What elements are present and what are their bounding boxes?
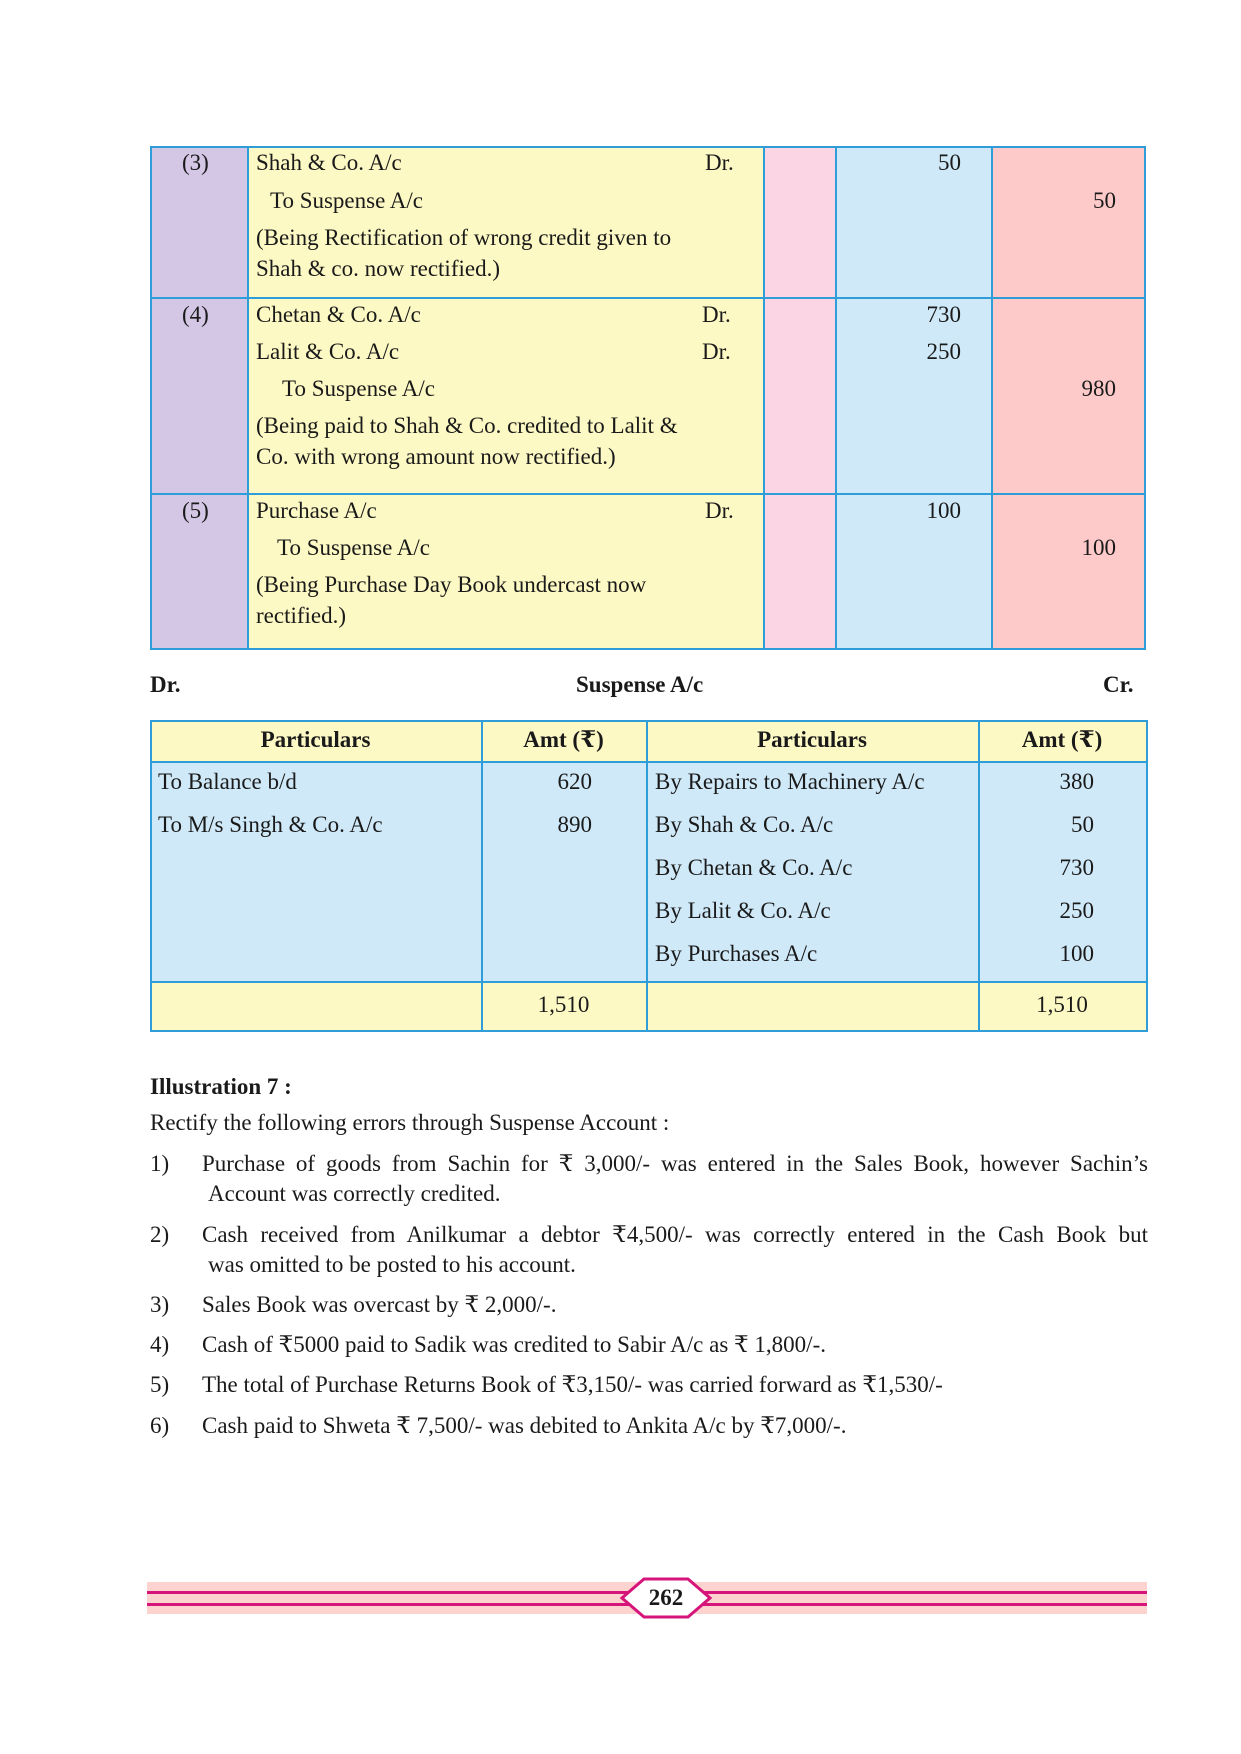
credit-amount: 100	[1081, 535, 1116, 560]
dr-mark: Dr.	[705, 498, 734, 523]
journal-line: Purchase A/c	[256, 498, 377, 523]
dr-mark: Dr.	[702, 302, 731, 327]
sr-no-column	[150, 146, 248, 650]
item-text: Cash received from Anilkumar a debtor ₹4,500/- was correctly entered in the Cash Book but	[202, 1222, 1148, 1247]
journal-line: Chetan & Co. A/c	[256, 302, 421, 327]
item-continuation: Account was correctly credited.	[208, 1181, 501, 1206]
debit-particulars: To Balance b/d	[158, 769, 297, 794]
credit-amount: 100	[1059, 941, 1094, 966]
item-continuation: was omitted to be posted to his account.	[208, 1252, 576, 1277]
debit-amount: 890	[557, 812, 592, 837]
ledger-dr-label: Dr.	[150, 672, 181, 697]
page-number: 262	[648, 1585, 684, 1610]
narration: rectified.)	[256, 603, 347, 628]
item-number: 1)	[150, 1151, 170, 1176]
item-number: 5)	[150, 1372, 170, 1397]
credit-particulars: By Chetan & Co. A/c	[655, 855, 853, 880]
item-number: 3)	[150, 1292, 170, 1317]
narration: (Being Purchase Day Book undercast now	[256, 572, 647, 597]
credit-particulars: By Purchases A/c	[655, 941, 818, 966]
credit-amount: 250	[1059, 898, 1094, 923]
credit-amount: 980	[1081, 376, 1116, 401]
credit-total: 1,510	[1036, 992, 1088, 1017]
suspense-ledger-table	[150, 720, 1148, 1032]
header-particulars-dr: Particulars	[260, 727, 371, 752]
credit-column	[992, 146, 1146, 650]
ledger-cr-label: Cr.	[1103, 672, 1134, 697]
item-text: Purchase of goods from Sachin for ₹ 3,000/- was entered in the Sales Book, however Sachin’s	[202, 1151, 1148, 1176]
credit-amount: 50	[1093, 188, 1116, 213]
header-amount-dr: Amt (₹)	[523, 727, 604, 752]
item-number: 4)	[150, 1332, 170, 1357]
narration: (Being Rectification of wrong credit given to	[256, 225, 672, 250]
header-amount-cr: Amt (₹)	[1021, 727, 1103, 752]
item-number: 2)	[150, 1222, 170, 1247]
journal-line: To Suspense A/c	[277, 535, 430, 560]
dr-mark: Dr.	[705, 150, 734, 175]
debit-particulars: To M/s Singh & Co. A/c	[158, 812, 383, 837]
lf-column	[764, 146, 836, 650]
illustration-intro: Rectify the following errors through Suspense Account :	[150, 1110, 670, 1135]
item-text: The total of Purchase Returns Book of ₹3,150/- was carried forward as ₹1,530/-	[202, 1372, 943, 1397]
credit-amount: 50	[1071, 812, 1094, 837]
journal-line: To Suspense A/c	[270, 188, 423, 213]
item-text: Cash paid to Shweta ₹ 7,500/- was debited to Ankita A/c by ₹7,000/-.	[202, 1413, 847, 1438]
debit-amount: 250	[926, 339, 961, 364]
entry-number: (3)	[182, 150, 209, 175]
credit-amount: 730	[1059, 855, 1094, 880]
item-number: 6)	[150, 1413, 170, 1438]
journal-table	[150, 146, 1146, 650]
credit-amount: 380	[1059, 769, 1094, 794]
debit-column	[836, 146, 992, 650]
item-text: Cash of ₹5000 paid to Sadik was credited to Sabir A/c as ₹ 1,800/-.	[202, 1332, 826, 1357]
debit-amount: 730	[926, 302, 961, 327]
debit-amount: 620	[557, 769, 592, 794]
dr-mark: Dr.	[702, 339, 731, 364]
entry-number: (5)	[182, 498, 209, 523]
credit-particulars: By Shah & Co. A/c	[655, 812, 834, 837]
header-particulars-cr: Particulars	[757, 727, 867, 752]
item-text: Sales Book was overcast by ₹ 2,000/-.	[202, 1292, 557, 1317]
entry-number: (4)	[182, 302, 209, 327]
illustration-title: Illustration 7 :	[150, 1074, 292, 1099]
ledger-title: Suspense A/c	[576, 672, 704, 697]
narration: (Being paid to Shah & Co. credited to Lalit &	[256, 413, 678, 438]
narration: Shah & co. now rectified.)	[256, 256, 500, 281]
narration: Co. with wrong amount now rectified.)	[256, 444, 616, 469]
debit-amount: 100	[926, 498, 961, 523]
credit-particulars: By Lalit & Co. A/c	[655, 898, 831, 923]
journal-line: To Suspense A/c	[282, 376, 435, 401]
journal-line: Shah & Co. A/c	[256, 150, 402, 175]
debit-total: 1,510	[537, 992, 590, 1017]
credit-particulars: By Repairs to Machinery A/c	[655, 769, 925, 794]
journal-line: Lalit & Co. A/c	[256, 339, 400, 364]
debit-amount: 50	[938, 150, 961, 175]
